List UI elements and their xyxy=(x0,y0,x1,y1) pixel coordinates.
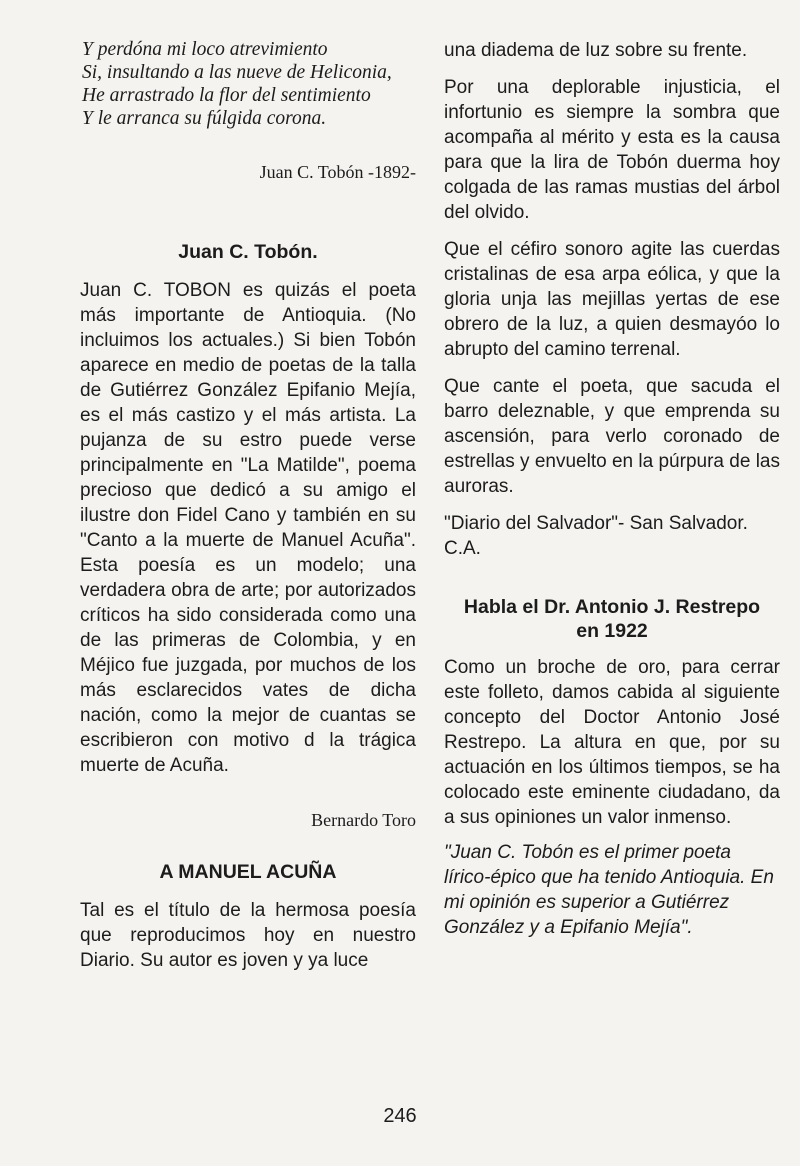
section-body-tobon: Juan C. TOBON es quizás el poeta más importante de Antioquia. (No incluimos los actuales.) Si bien Tobón aparece en medio de poetas de la talla de Gutiérrez González Epifanio Mejía, es el más castizo y el más artista. La pujanza de su estro puede verse principalmente en "La Matilde", poema precioso que dedicó a su amigo el ilustre don Fidel Cano y también en su "Canto a la muerte de Manuel Acuña". Esta poesía es un modelo; una verdadera obra de arte; por autorizados críticos ha sido considerada como una de las primeras de Colombia, y en Méjico fue juzgada, por muchos de los más esclarecidos vates de dicha nación, como la mejor de cuantas se escribieron con motivo d la trágica muerte de Acuña. xyxy=(80,280,416,776)
page-number: 246 xyxy=(383,1105,417,1127)
section-body-restrepo: Como un broche de oro, para cerrar este folleto, damos cabida al siguiente concepto del Doctor Antonio José Restrepo. La altura en que, por su actuación en los últimos tiempos, se ha colocado este eminente ciudadano, da a sus opiniones un valor inmenso. xyxy=(444,657,780,828)
restrepo-quote: "Juan C. Tobón es el primer poeta lírico-épico que ha tenido Antioquia. En mi opinión es superior a Gutiérrez González y a Epifanio Mejía". xyxy=(444,842,774,938)
section-title-acuna: A MANUEL ACUÑA xyxy=(159,861,337,883)
poem-line: Y le arranca su fúlgida corona. xyxy=(82,108,327,129)
left-column xyxy=(80,38,416,973)
right-column xyxy=(444,38,780,940)
section-title-restrepo: Habla el Dr. Antonio J. Restrepo en 1922 xyxy=(463,596,761,642)
poem-line: Si, insultando a las nueve de Heliconia, xyxy=(82,62,392,83)
section-title-tobon: Juan C. Tobón. xyxy=(178,241,318,263)
poem-attribution: Juan C. Tobón -1892- xyxy=(259,162,416,182)
section-body-acuna: Tal es el título de la hermosa poesía que reproducimos hoy en nuestro Diario. Su autor es joven y ya luce xyxy=(80,900,416,971)
paragraph: Que el céfiro sonoro agite las cuerdas cristalinas de esa arpa eólica, y que la gloria unja las mejillas yertas de ese obrero de la luz, a quien desmayóo lo abrupto del camino terrenal. xyxy=(444,239,780,360)
paragraph: una diadema de luz sobre su frente. xyxy=(444,40,748,61)
source-citation: "Diario del Salvador"- San Salvador. C.A. xyxy=(444,513,748,559)
poem-line: He arrastrado la flor del sentimiento xyxy=(82,85,371,106)
section-attribution-toro: Bernardo Toro xyxy=(311,810,416,830)
paragraph: Que cante el poeta, que sacuda el barro deleznable, y que emprenda su ascensión, para verlo coronado de estrellas y envuelto en la púrpura de las auroras. xyxy=(444,376,780,497)
poem-excerpt xyxy=(82,38,416,130)
paragraph: Por una deplorable injusticia, el infortunio es siempre la sombra que acompaña al mérito y esta es la causa para que la lira de Tobón duerma hoy colgada de las ramas mustias del árbol del olvido. xyxy=(444,77,780,223)
poem-line: Y perdóna mi loco atrevimiento xyxy=(82,39,328,60)
